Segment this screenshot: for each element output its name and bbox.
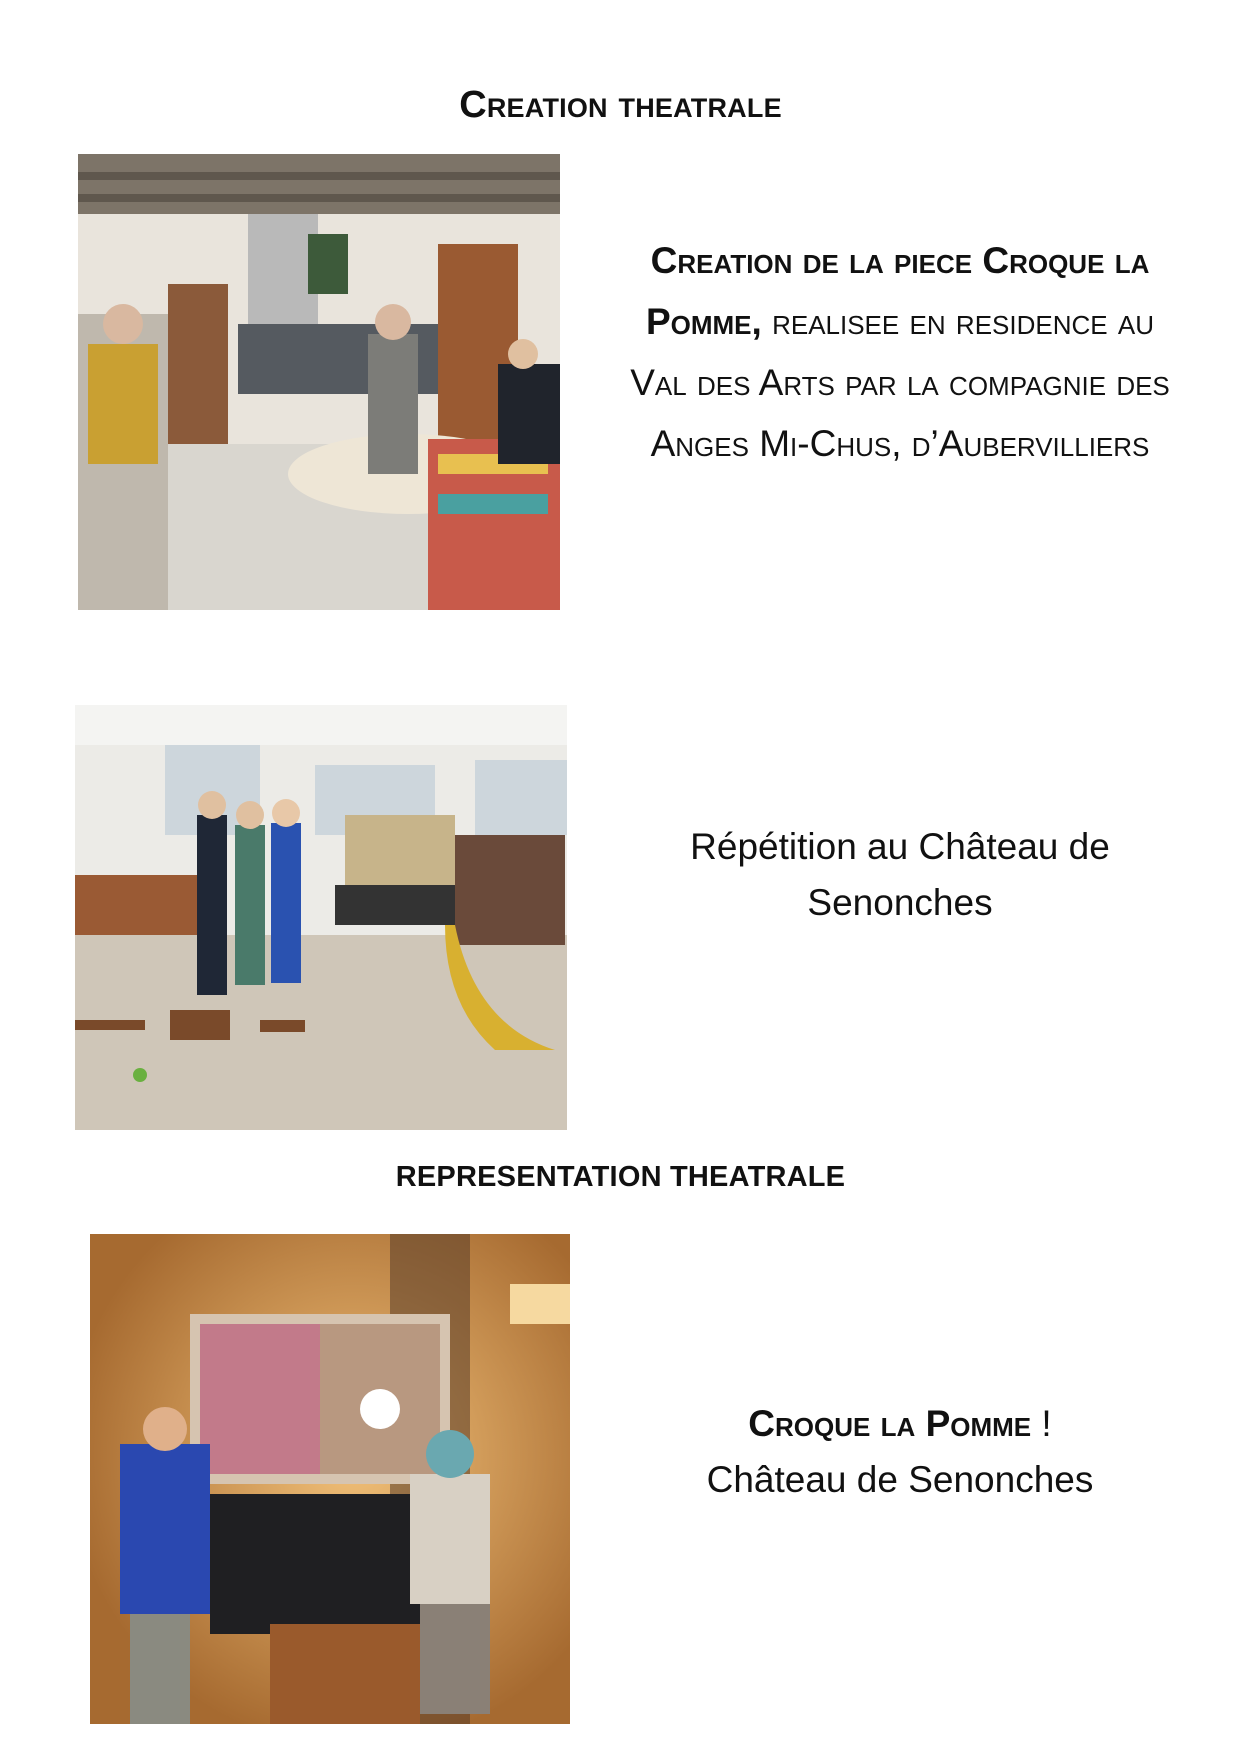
caption-performance-title: Croque la Pomme: [748, 1403, 1032, 1444]
caption-rehearsal: Répétition au Château de Senonches: [690, 826, 1110, 923]
caption-creation-rest: realisee en residence au Val des Arts par la compagnie des Anges Mi-Chus, d’Aubervilliers: [630, 301, 1170, 464]
section-heading-creation: Creation theatrale: [459, 84, 782, 126]
caption-creation-bold: Creation de la piece Croque la Pomme,: [645, 240, 1150, 342]
section-heading-representation: REPRESENTATION THEATRALE: [395, 1161, 846, 1193]
caption-performance-exclaim: !: [1031, 1403, 1052, 1444]
caption-creation: [620, 230, 1180, 474]
caption-performance-venue: Château de Senonches: [706, 1459, 1094, 1500]
performance-photo: [90, 1234, 570, 1724]
caption-performance: [620, 1396, 1180, 1508]
rehearsal-photo: [75, 705, 567, 1130]
kitchen-photo: [78, 154, 560, 610]
